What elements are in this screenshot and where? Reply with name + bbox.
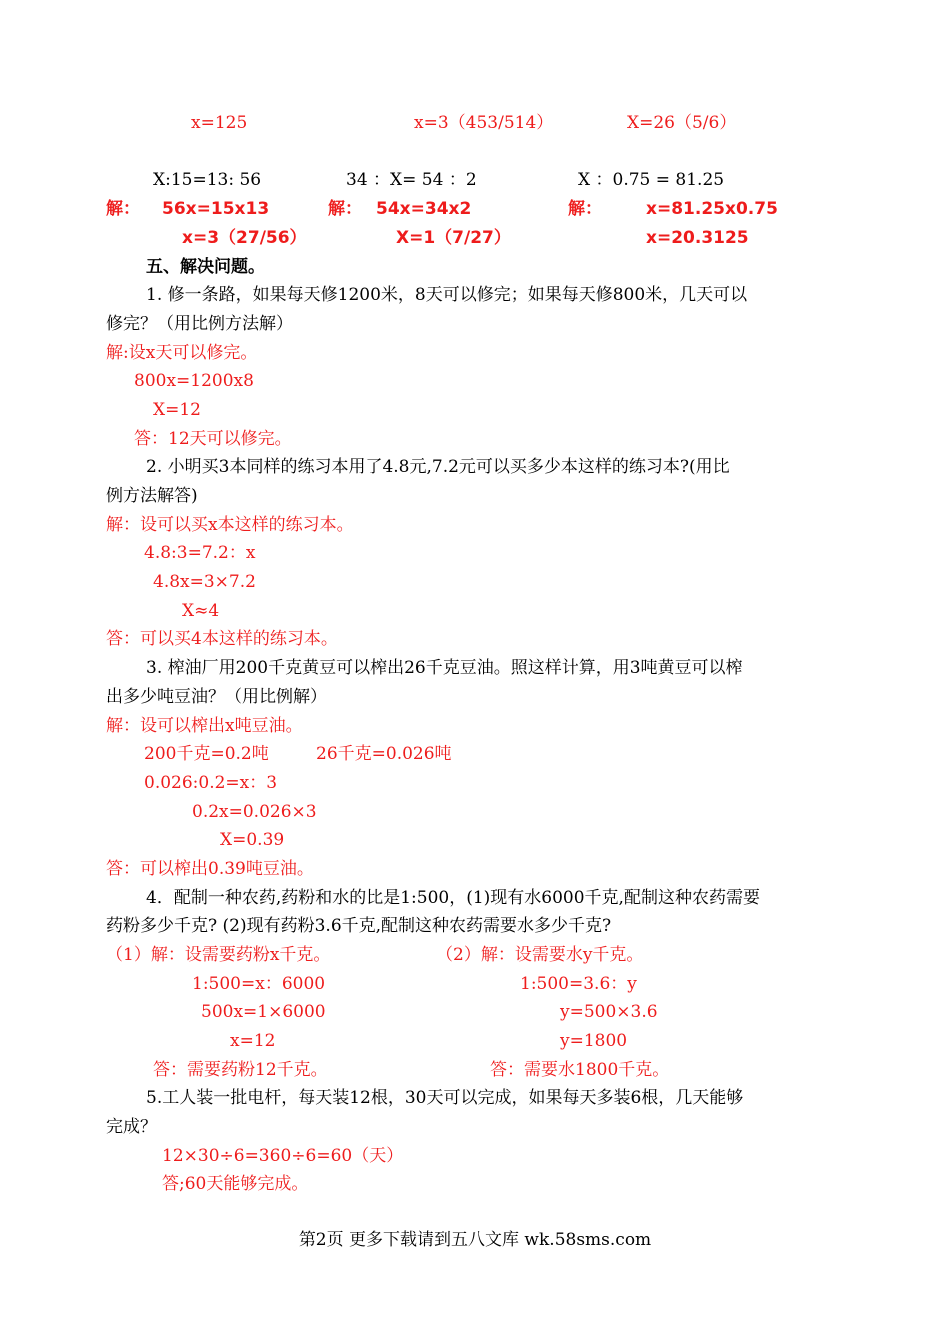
q3-answer: 答：可以榨出0.39吨豆油。	[106, 859, 314, 879]
question-5-line-1: 5.工人装一批电杆，每天装12根，30天可以完成，如果每天多装6根，几天能够	[146, 1088, 744, 1108]
q4-part2-line-1: （2）解：设需要水y千克。	[436, 945, 644, 965]
q2-solution-line-3: 4.8x=3×7.2	[153, 572, 256, 592]
answer-x26: X=26（5/6）	[627, 113, 737, 133]
question-3-line-2: 出多少吨豆油？（用比例解）	[106, 687, 327, 707]
q5-solution-line-1: 12×30÷6=360÷6=60（天）	[162, 1146, 404, 1166]
question-2-line-2: 例方法解答)	[106, 486, 198, 506]
page-footer: 第2页 更多下载请到五八文库 wk.58sms.com	[298, 1230, 652, 1250]
q3-solution-line-2b: 26千克=0.026吨	[316, 744, 452, 764]
equation-3: X ：0.75 = 81.25	[578, 170, 725, 190]
q4-part1-answer: 答：需要药粉12千克。	[153, 1060, 328, 1080]
q4-part1-line-3: 500x=1×6000	[201, 1002, 326, 1022]
q1-answer: 答：12天可以修完。	[134, 429, 292, 449]
answer-x3: x=3（453/514）	[414, 113, 554, 133]
question-4-line-1: 4．配制一种农药,药粉和水的比是1:500，(1)现有水6000千克,配制这种农药需要	[146, 888, 760, 908]
q2-solution-line-4: X≈4	[182, 601, 220, 621]
q3-solution-line-4: 0.2x=0.026×3	[192, 802, 317, 822]
solution-2-step-1: 54x=34x2	[376, 199, 472, 219]
question-1-line-2: 修完？（用比例方法解）	[106, 314, 293, 334]
question-4-line-2: 药粉多少千克? (2)现有药粉3.6千克,配制这种农药需要水多少千克?	[106, 916, 612, 936]
q2-solution-line-1: 解：设可以买x本这样的练习本。	[106, 515, 354, 535]
solution-1-step-1: 56x=15x13	[162, 199, 270, 219]
q1-solution-line-1: 解:设x天可以修完。	[106, 343, 258, 363]
equation-2: 34 ：X= 54 ：2	[346, 170, 477, 190]
solution-2-step-2: X=1（7/27）	[396, 228, 511, 248]
q3-solution-line-5: X=0.39	[220, 830, 285, 850]
question-5-line-2: 完成？	[106, 1117, 157, 1137]
q4-part2-answer: 答：需要水1800千克。	[490, 1060, 670, 1080]
solve-label-1: 解：	[106, 199, 140, 219]
q2-answer: 答：可以买4本这样的练习本。	[106, 629, 338, 649]
solution-3-step-2: x=20.3125	[646, 228, 749, 248]
section-heading: 五、解决问题。	[146, 257, 265, 277]
q4-part1-line-1: （1）解：设需要药粉x千克。	[106, 945, 331, 965]
q5-answer: 答;60天能够完成。	[162, 1174, 309, 1194]
answer-x125: x=125	[191, 113, 248, 133]
q4-part1-line-4: x=12	[230, 1031, 276, 1051]
q3-solution-line-1: 解：设可以榨出x吨豆油。	[106, 716, 303, 736]
question-1-line-1: 1. 修一条路，如果每天修1200米，8天可以修完；如果每天修800米，几天可以	[146, 285, 748, 305]
q4-part2-line-4: y=1800	[560, 1031, 628, 1051]
solve-label-3: 解：	[568, 199, 602, 219]
q1-solution-line-3: X=12	[153, 400, 201, 420]
q4-part2-line-3: y=500×3.6	[560, 1002, 658, 1022]
equation-1: X:15=13: 56	[153, 170, 262, 190]
q3-solution-line-2a: 200千克=0.2吨	[144, 744, 269, 764]
q1-solution-line-2: 800x=1200x8	[134, 371, 254, 391]
solution-1-step-2: x=3（27/56）	[182, 228, 307, 248]
q4-part1-line-2: 1:500=x：6000	[192, 974, 326, 994]
solution-3-step-1: x=81.25x0.75	[646, 199, 778, 219]
question-3-line-1: 3. 榨油厂用200千克黄豆可以榨出26千克豆油。照这样计算，用3吨黄豆可以榨	[146, 658, 743, 678]
question-2-line-1: 2. 小明买3本同样的练习本用了4.8元,7.2元可以买多少本这样的练习本?(用比	[146, 457, 730, 477]
solve-label-2: 解：	[328, 199, 362, 219]
q3-solution-line-3: 0.026:0.2=x：3	[144, 773, 278, 793]
q4-part2-line-2: 1:500=3.6：y	[520, 974, 637, 994]
q2-solution-line-2: 4.8:3=7.2：x	[144, 543, 256, 563]
